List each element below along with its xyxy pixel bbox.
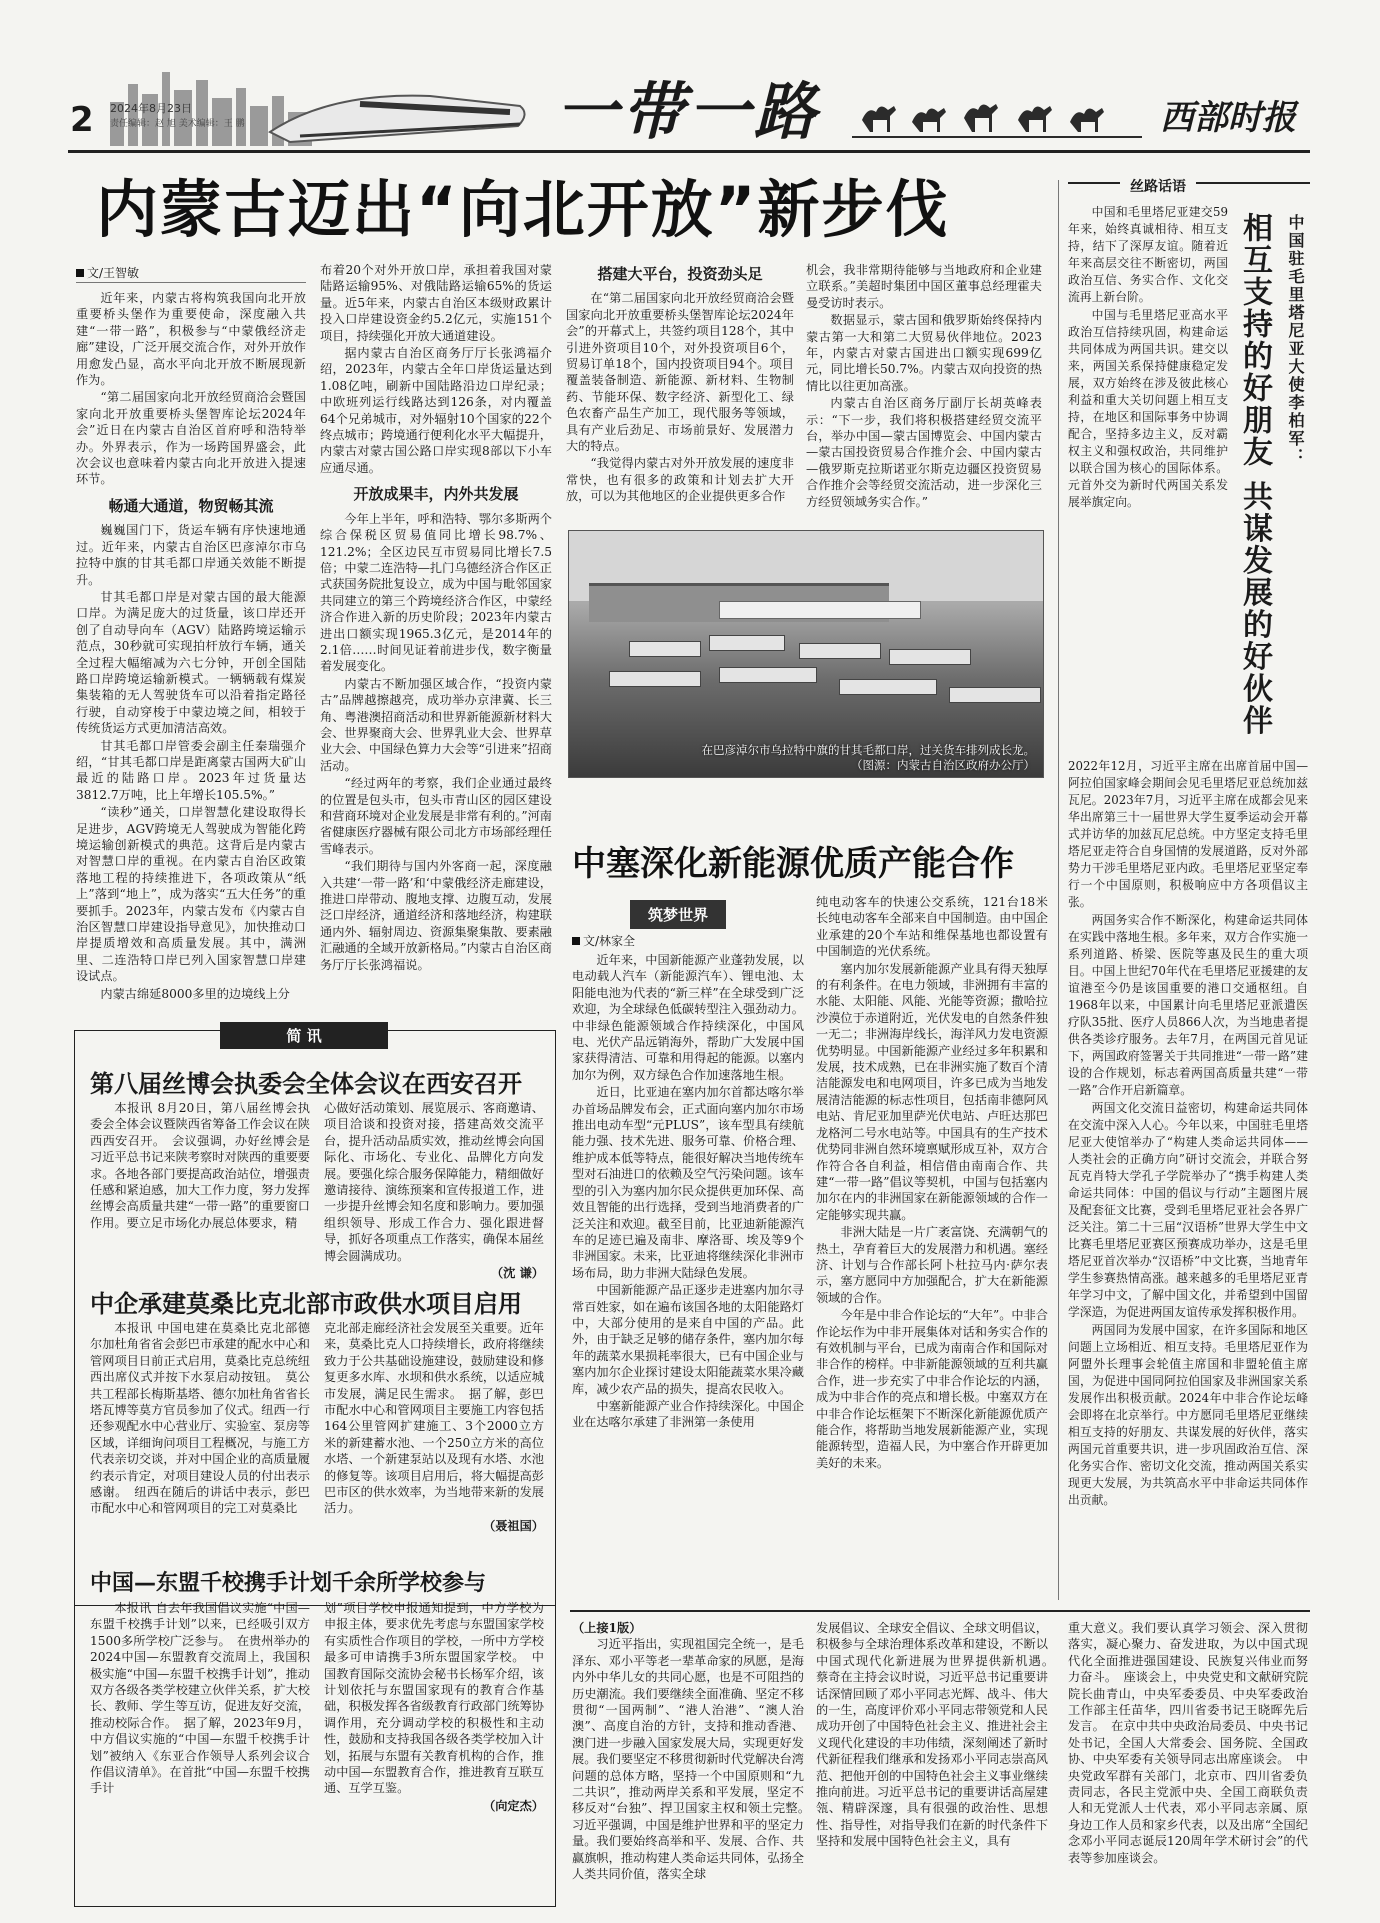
truck bbox=[839, 679, 937, 695]
paragraph: 巍巍国门下，货运车辆有序快速地通过。近年来，内蒙古自治区巴彦淖尔市乌拉特中旗的甘其毛都口岸通关效能不断提升。 bbox=[76, 523, 306, 587]
brief-signature: （聂祖国） bbox=[483, 1518, 544, 1533]
truck bbox=[799, 643, 881, 659]
brief-mozambique-col2 bbox=[324, 1320, 544, 1560]
paragraph: 本报讯 自去年我国倡议实施“中国—东盟千校携手计划”以来，已经吸引双方1500多所学校广泛参与。 在贵州举办的2024中国—东盟教育交流周上，我国积极实施“中国—东盟千校携手计划”，推动双方各级各类学校建立伙伴关系，扩大校长、教师、学生等互访，促进友好交流，推动校际合作。 据了解，2023年9月，中方倡议实施的“中国—东盟千校携手计划”被纳入《东亚合作领导人系列会议合作倡议清单》。在首批“中国—东盟千校携手计 bbox=[90, 1601, 310, 1796]
energy-col1 bbox=[572, 952, 804, 1598]
paragraph: 重大意义。我们要认真学习领会、深入贯彻落实，凝心聚力、奋发进取，为以中国式现代化全面推进强国建设、民族复兴伟业而努力奋斗。 座谈会上，中央党史和文献研究院院长曲青山，中央军委委员、中央军委政治工作部主任苗华，四川省委书记王晓晖先后发言。 在京中共中央政治局委员、中央书记处书记，全国人大常委会、国务院、全国政协、中央军委有关领导同志出席座谈会。 中央党政军群有关部门，北京市、四川省委负责同志，各民主党派中央、全国工商联负责人和无党派人士代表，邓小平同志亲属、原身边工作人员和家乡代表，以及出席“全国纪念邓小平同志诞辰120周年学术研讨会”的代表等参加座谈会。 bbox=[1068, 1621, 1308, 1865]
paragraph: 中塞新能源产业合作持续深化。中国企业在达喀尔承建了非洲第一条使用 bbox=[572, 1398, 804, 1430]
lower-section-rule bbox=[570, 1610, 1310, 1612]
paragraph: “第二届国家向北开放经贸商洽会暨国家向北开放重要桥头堡智库论坛2024年会”近日在内蒙古自治区首府呼和浩特举办。外界表示，作为一场跨国界盛会，此次会议也意味着内蒙古向北开放进入提速环节。 bbox=[76, 390, 306, 487]
date-line: 2024年8月23日 bbox=[110, 102, 192, 115]
paragraph: 中国与毛里塔尼亚高水平政治互信持续巩固，构建命运共同体成为两国共识。建交以来，两国关系保持健康稳定发展，双方始终在涉及彼此核心利益和重大关切问题上相互支持，在地区和国际事务中协调配合，坚持多边主义，反对霸权主义和强权政治，共同维护以联合国为核心的国际体系。元首外交为新时代两国关系发展举旗定向。 bbox=[1068, 308, 1228, 509]
energy-headline: 中塞深化新能源优质产能合作 bbox=[572, 844, 1014, 884]
paragraph: 近日，比亚迪在塞内加尔首都达喀尔举办首场品牌发布会，正式面向塞内加尔市场推出电动车型“元PLUS”，该车型具有续航能力强、技术先进、服务可靠、价格合理、维护成本低等特点，能很好解决当地传统车型对石油进口的依赖及空气污染问题。该车型的引入为塞内加尔民众提供更加环保、高效且智能的出行选择，受到当地消费者的广泛关注和欢迎。截至目前，比亚迪新能源汽车的足迹已遍及南非、摩洛哥、埃及等9个非洲国家。未来，比亚迪将继续深化非洲市场布局，助力非洲大陆绿色发展。 bbox=[572, 1085, 804, 1280]
paragraph: 非洲大陆是一片广袤富饶、充满朝气的热土，孕育着巨大的发展潜力和机遇。塞经济、计划与合作部长阿卜杜拉马内·萨尔表示，塞方愿同中方加强配合，扩大在新能源领域的合作。 bbox=[816, 1225, 1048, 1305]
brief-signature: （向定杰） bbox=[483, 1798, 544, 1813]
paragraph: 近年来，内蒙古将构筑我国向北开放重要桥头堡作为重要使命，深度融入共建“一带一路”，积极参与“中蒙俄经济走廊”建设，广泛开展交流合作，对外开放作用愈发凸显，高水平向北开放不断展现新作为。 bbox=[76, 291, 306, 388]
paragraph: 今年是中非合作论坛的“大年”。中非合作论坛作为中非开展集体对话和务实合作的有效机制与平台，已成为南南合作和国际对非合作的榜样。中非新能源领域的互利共赢合作，进一步充实了中非合作论坛的内涵，成为中非合作的亮点和增长极。中塞双方在中非合作论坛框架下不断深化新能源优质产能合作，将帮助当地发展新能源产业，实现能源转型，造福人民，为中塞合作开辟更加美好的未来。 bbox=[816, 1308, 1048, 1470]
paragraph: 内蒙古绵延8000多里的边境线上分 bbox=[100, 986, 290, 1001]
main-story-col4 bbox=[806, 262, 1042, 524]
paragraph: 两国同为发展中国家，在许多国际和地区问题上立场相近、相互支持。毛里塔尼亚作为阿盟外长理事会轮值主席国和非盟轮值主席国，为促进中国同阿拉伯国家及非洲国家关系发展作出积极贡献。2024年中非合作论坛峰会即将在北京举行。中方愿同毛里塔尼亚继续相互支持的好朋友、共谋发展的好伙伴，落实两国元首重要共识，进一步巩固政治互信、深化务实合作、密切文化交流，推动两国关系实现更大发展，为共筑高水平中非命运共同体作出贡献。 bbox=[1068, 1323, 1308, 1507]
paragraph: 划”项目学校申报通知提到，中方学校为申报主体，要求优先考虑与东盟国家学校有实质性合作项目的学校，一所中方学校最多可申请携手3所东盟国家学校。 中国教育国际交流协会秘书长杨军介绍，该计划依托与东盟国家现有的教育合作基础，积极发挥各省级教育行政部门统筹协调作用，充分调动学校的积极性和主动性，鼓励和支持我国各级各类学校加入计划，拓展与东盟有关教育机构的合作，推动中国—东盟教育合作，推进教育互联互通、互学互鉴。 bbox=[324, 1601, 544, 1796]
paper-name: 西部时报 bbox=[1160, 98, 1296, 138]
paragraph: 发展倡议、全球安全倡议、全球文明倡议，积极参与全球治理体系改革和建设，不断以中国式现代化新进展为世界提供新机遇。 蔡奇在主持会议时说，习近平总书记重要讲话深情回顾了邓小平同志光辉、战斗、伟大的一生，高度评价邓小平同志带领党和人民成功开创了中国特色社会主义、推进社会主义现代化建设的丰功伟绩，深刻阐述了新时代新征程我们继承和发扬邓小平同志崇高风范、把他开创的中国特色社会主义事业继续推向前进。习近平总书记的重要讲话高屋建瓴、精辟深邃，具有很强的政治性、思想性、指导性，对指导我们在新的时代条件下坚持和发展中国特色社会主义，具有 bbox=[816, 1621, 1061, 1849]
paragraph: 据内蒙古自治区商务厅厅长张鸿福介绍，2023年，内蒙古全年口岸货运量达到1.08亿吨，刷新中国陆路沿边口岸纪录；中欧班列运行线路达到126条，对内覆盖64个兄弟城市，对外辐射10个国家的22个终点城市；跨境通行便利化水平大幅提升，内蒙古对蒙古国公路口岸实现8部以下小车应通尽通。 bbox=[320, 346, 552, 475]
paragraph: 在“第二届国家向北开放经贸商洽会暨国家向北开放重要桥头堡智库论坛2024年会”的开幕式上，共签约项目128个，其中引进外资项目10个，对外投资项目6个，贸易订单18个，国内投资项目94个。项目覆盖装备制造、新能源、新材料、生物制药、节能环保、数字经济、新型化工、绿色农畜产品生产加工，现代服务等领域，具有产业后劲足、市场前景好、发展潜力大的特点。 bbox=[566, 291, 794, 454]
brief-silk-expo-col1 bbox=[90, 1100, 310, 1270]
truck bbox=[609, 671, 701, 687]
energy-byline-text: 文/林家全 bbox=[583, 934, 636, 948]
paragraph: 内蒙古自治区商务厅副厅长胡英峰表示：“下一步，我们将积极搭建经贸交流平台，举办中国—蒙古国博览会、中国内蒙古—蒙古国投资贸易合作推介会、中国内蒙古—俄罗斯克拉斯诺亚尔斯克边疆区投资贸易合作推介会等经贸交流活动，进一步深化三方经贸领域务实合作。” bbox=[806, 396, 1042, 509]
continued-col2 bbox=[816, 1620, 1061, 1904]
sidebar-intro bbox=[1068, 204, 1228, 758]
paragraph: 今年上半年，呼和浩特、鄂尔多斯两个综合保税区贸易值同比增长98.7%、121.2%；全区边民互市贸易同比增长7.5倍；中蒙二连浩特—扎门乌德经济合作区正式获国务院批复设立，成为中国与毗邻国家共同建立的第三个跨境经济合作区，中蒙经济合作进入新的历史阶段；2023年内蒙古进出口额实现1965.3亿元，是2014年的2.1倍……时间见证着前进步伐，数字衡量着发展变化。 bbox=[320, 511, 552, 674]
paragraph: 两国文化交流日益密切，构建命运共同体在交流中深入人心。今年以来，中国驻毛里塔尼亚大使馆举办了“构建人类命运共同体——人类社会的正确方向”研讨交流会，并联合努瓦克肖特大学孔子学院举办了“携手构建人类命运共同体：中国的倡议与行动”主题图片展及配套征文比赛，受到毛里塔尼亚社会各界广泛关注。第二十三届“汉语桥”世界大学生中文比赛毛里塔尼亚赛区预赛成功举办，这是毛里塔尼亚首次举办“汉语桥”中文比赛，当地青年学生参赛热情高涨。越来越多的毛里塔尼亚青年学习中文，了解中国文化，并希望到中国留学深造，为促进两国友谊传承发挥积极作用。 bbox=[1068, 1101, 1308, 1319]
brief-title-asean: 中国—东盟千校携手计划千余所学校参与 bbox=[90, 1571, 487, 1596]
paragraph: 本报讯 8月20日，第八届丝博会执委会全体会议暨陕西省筹备工作会议在陕西西安召开。 会议强调，办好丝博会是习近平总书记来陕考察时对陕西的重要要求。各地各部门要提高政治站位，增强责任感和紧迫感，加大工作力度，努力发挥丝博会高质量共建“一带一路”的重要窗口作用。要立足市场化办展总体要求，精 bbox=[90, 1101, 310, 1230]
briefs-label: 简 讯 bbox=[220, 1022, 388, 1049]
briefs-box-lower bbox=[74, 1604, 556, 1907]
editor-line: 责任编辑：赵 旭 美术编辑：王 鹏 bbox=[110, 119, 245, 129]
continued-label: （上接1版） bbox=[572, 1621, 642, 1635]
paragraph: “我们期待与国内外客商一起，深度融入共建‘一带一路’和‘中蒙俄经济走廊建设，推进口岸带动、腹地支撑、边腹互动，发展泛口岸经济，通道经济和落地经济，构建联通内外、辐射周边、资源集聚集散、要素融汇融通的全域开放新格局。”内蒙古自治区商务厅厅长张鸿福说。 bbox=[320, 859, 552, 972]
main-story-col3 bbox=[566, 262, 794, 524]
paragraph: “我觉得内蒙古对外开放发展的速度非常快，也有很多的政策和计划去扩大开放，可以为其他地区的企业提供更多合作 bbox=[566, 456, 794, 504]
byline-square-icon bbox=[76, 269, 84, 277]
paragraph: 纯电动客车的快速公交系统，121台18米长纯电动客车全部来自中国制造。由中国企业承建的20个车站和维保基地也都设置有中国制造的光伏系统。 bbox=[816, 895, 1048, 959]
subheading-channel: 畅通大通道，物贸畅其流 bbox=[108, 496, 274, 515]
brief-silk-expo-col2 bbox=[324, 1100, 544, 1281]
brief-title-silk-expo: 第八届丝博会执委会全体会议在西安召开 bbox=[90, 1070, 522, 1098]
energy-col2 bbox=[816, 894, 1048, 1598]
port-trucks-photo bbox=[568, 530, 1044, 778]
paragraph: 甘其毛都口岸管委会副主任秦瑞强介绍，“甘其毛都口岸是距离蒙古国两大矿山最近的陆路口岸。2023年过货量达3812.7万吨，比上年增长105.5%。” bbox=[76, 738, 306, 802]
paragraph: 甘其毛都口岸是对蒙古国的最大能源口岸。为满足庞大的过货量，该口岸还开创了自动导向车（AGV）陆路跨境运输示范点，30秒就可实现拍杆放行车辆，通关全过程大幅缩减为六七分钟，开创全国陆路口岸跨境运输新模式。一辆辆载有煤炭集装箱的无人驾驶货车可以沿着指定路径行驶，自动穿梭于中蒙边境之间，相较于传统货运方式更加清洁高效。 bbox=[76, 589, 306, 736]
subheading-results: 开放成果丰，内外共发展 bbox=[353, 485, 519, 504]
byline-rule bbox=[76, 282, 306, 283]
paragraph: “经过两年的考察，我们企业通过最终的位置是包头市，包头市青山区的园区建设和营商环境对企业发展是非常有利的。”河南省健康医疗器械有限公司北方市场部经理任雪峰表示。 bbox=[320, 776, 552, 856]
energy-column-tag: 筑梦世界 bbox=[630, 900, 726, 929]
photo-caption-line1: 在巴彦淖尔市乌拉特中旗的甘其毛都口岸，过关货车排列成长龙。 bbox=[701, 743, 1035, 757]
paragraph: 中国新能源产品正逐步走进塞内加尔寻常百姓家，如在遍布该国各地的太阳能路灯中，大部分使用的是来自中国的产品。此外，由于缺乏足够的储存条件，塞内加尔每年的蔬菜水果损耗率很大，已有中国企业与塞内加尔企业探讨建设太阳能蔬菜水果冷藏库，减少农产品的损失，提高农民收入。 bbox=[572, 1283, 804, 1396]
subheading-platform: 搭建大平台，投资劲头足 bbox=[597, 265, 763, 283]
main-story-col1 bbox=[76, 290, 306, 1001]
paragraph: 塞内加尔发展新能源产业具有得天独厚的有利条件。在电力领域，非洲拥有丰富的水能、太阳能、风能、光能等资源；撒哈拉沙漠位于赤道附近，光伏发电的自然条件独一无二；非洲海岸线长，海洋风力发电资源优势明显。中国新能源产业经过多年积累和发展，技术成熟，已在非洲实施了数百个清洁能源发电和电网项目，许多已成为当地发展清洁能源的标志性项目，包括南非德阿风电站、肯尼亚加里萨光伏电站、卢旺达那巴龙格河二号水电站等。中国具有的生产技术优势同非洲自然环境禀赋形成互补，双方合作符合各自利益，相信借由南南合作、共建“一带一路”倡议等契机，中国与包括塞内加尔在内的非洲国家在新能源领域的合作一定能够实现共赢。 bbox=[816, 961, 1048, 1222]
truck bbox=[949, 687, 1041, 703]
truck bbox=[719, 667, 817, 683]
paragraph: 心做好活动策划、展览展示、客商邀请、项目洽谈和投资对接，搭建高效交流平台，提升活动品质实效，推动丝博会向国际化、市场化、专业化、品牌化方向发展。要强化综合服务保障能力，精细做好邀请接待、演练预案和宣传报道工作，进一步提升丝博会知名度和影响力。要加强组织领导、形成工作合力、强化跟进督导，抓好各项重点工作落实，确保本届丝博会圆满成功。 bbox=[324, 1101, 544, 1263]
paragraph: “读秒”通关，口岸智慧化建设取得长足进步，AGV跨境无人驾驶成为智能化跨境运输创新模式的典范。这背后是内蒙古对智慧口岸的重视。在内蒙古自治区政策落地工程的持续推进下，各项政策从“纸上”落到“地上”，成为落实“五大任务”的重要抓手。2023年，内蒙古发布《内蒙古自治区智慧口岸建设指导意见》，加快推动口岸提质增效和高质量发展。其中，满洲里、二连浩特口岸已列入国家智慧口岸建设试点。 bbox=[76, 805, 306, 984]
continued-col1 bbox=[572, 1620, 817, 1904]
paragraph: 数据显示，蒙古国和俄罗斯始终保持内蒙古第一大和第二大贸易伙伴地位。2023年，内蒙古对蒙古国进出口额实现699亿元，同比增长50.7%。内蒙古双向投资的热情比以往更加高涨。 bbox=[806, 313, 1042, 393]
truck bbox=[889, 649, 971, 665]
main-headline: 内蒙古迈出“向北开放”新步伐 bbox=[96, 173, 950, 246]
paragraph: 克北部走廊经济社会发展至关重要。近年来，莫桑比克人口持续增长，政府将继续致力于公共基础设施建设，鼓励建设和修复更多水库、水坝和供水系统，以适应城市发展，满足民生需求。 据了解，彭巴市配水中心和管网项目主要施工内容包括164公里管网扩建施工、3个2000立方米的新建蓄水池、一个250立方米的高位水塔、一个新建泵站以及现有水塔、水池的修复等。该项目启用后，将大幅提高彭巴市区的供水效率，为当地带来新的发展活力。 bbox=[324, 1321, 544, 1516]
main-story-col2 bbox=[320, 262, 552, 972]
energy-byline bbox=[572, 932, 635, 949]
paragraph: 两国务实合作不断深化，构建命运共同体在实践中落地生根。多年来，双方合作实施一系列道路、桥梁、医院等惠及民生的重大项目。中国上世纪70年代在毛里塔尼亚援建的友谊港至今仍是该国重要的港口交通枢纽。自1968年以来，中国累计向毛里塔尼亚派遣医疗队35批、医疗人员866人次，为当地患者提供各类诊疗服务。去年7月，在两国元首见证下，两国政府签署关于共同推进“一带一路”建设的合作规划，标志着两国高质量共建“一带一路”合作开启新篇章。 bbox=[1068, 913, 1308, 1097]
byline-square-icon bbox=[572, 937, 580, 945]
sidebar-section-label: 丝路话语 bbox=[1120, 176, 1196, 196]
sidebar-subtitle: 中国驻毛里塔尼亚大使李柏军： bbox=[1286, 214, 1305, 466]
main-byline bbox=[76, 264, 139, 281]
paragraph: 近年来，中国新能源产业蓬勃发展，以电动载人汽车（新能源汽车）、锂电池、太阳能电池为代表的“新三样”在全球受到广泛欢迎，为全球绿色低碳转型注入强劲动力。中非绿色能源领域合作持续深化，中国风电、光伏产品远销海外，帮助广大发展中国家获得清洁、可靠和用得起的能源。以塞内加尔为例，双方绿色合作加速落地生根。 bbox=[572, 953, 804, 1082]
photo-gate bbox=[719, 601, 921, 619]
continued-col3 bbox=[1068, 1620, 1308, 1904]
brief-title-mozambique: 中企承建莫桑比克北部市政供水项目启用 bbox=[90, 1290, 522, 1318]
paragraph: 布着20个对外开放口岸，承担着我国对蒙陆路运输95%、对俄陆路运输65%的货运量。近5年来，内蒙古自治区本级财政累计投入口岸建设资金约5.2亿元，实施151个项目，持续强化开放大通道建设。 bbox=[320, 263, 552, 343]
paragraph: 内蒙古不断加强区域合作，“投资内蒙古”品牌越擦越亮，成功举办京津冀、长三角、粤港澳招商活动和世界新能源新材料大会、世界聚商大会、世界乳业大会、世界草业大会、中国绿色算力大会等“引进来”招商活动。 bbox=[320, 676, 552, 773]
paragraph: 机会，我非常期待能够与当地政府和企业建立联系。”美超时集团中国区董事总经理霍夫曼受访时表示。 bbox=[806, 263, 1042, 310]
paragraph: 2022年12月，习近平主席在出席首届中国—阿拉伯国家峰会期间会见毛里塔尼亚总统加兹瓦尼。2023年7月，习近平主席在成都会见来华出席第三十一届世界大学生夏季运动会开幕式并访华的加兹瓦尼总统。中方坚定支持毛里塔尼亚走符合自身国情的发展道路，反对外部势力干涉毛里塔尼亚内政。毛里塔尼亚坚定奉行一个中国原则，积极响应中方各项倡议主张。 bbox=[1068, 759, 1308, 909]
paragraph: 习近平指出，实现祖国完全统一，是毛泽东、邓小平等老一辈革命家的夙愿，是海内外中华儿女的共同心愿，也是不可阻挡的历史潮流。我们要继续全面准确、坚定不移贯彻“一国两制”、“港人治港”、“澳人治澳”、高度自治的方针，支持和推动香港、澳门进一步融入国家发展大局，实现更好发展。我们要坚定不移贯彻新时代党解决台湾问题的总体方略，坚持一个中国原则和“九二共识”，推动两岸关系和平发展，坚定不移反对“台独”、捍卫国家主权和领土完整。 习近平强调，中国是维护世界和平的坚定力量。我们要始终高举和平、发展、合作、共赢旗帜，推动构建人类命运共同体，弘扬全人类共同价值，落实全球 bbox=[572, 1637, 817, 1882]
brief-signature: （沈 谦） bbox=[491, 1266, 544, 1281]
brief-mozambique-col1 bbox=[90, 1320, 310, 1560]
truck bbox=[629, 641, 701, 657]
paragraph: 本报讯 中国电建在莫桑比克北部德尔加杜角省省会彭巴市承建的配水中心和管网项目日前正式启用，莫桑比克总统纽西出席仪式并按下水泵启动按钮。 莫公共工程部长梅斯基塔、德尔加杜角省省长塔瓦博等莫方官员参加了仪式。纽西一行还参观配水中心营业厅、实验室、泵房等区域，详细询问项目工程概况，与施工方代表亲切交谈，并对中国企业的高质量履约表示肯定，对项目建设人员的付出表示感谢。 纽西在随后的讲话中表示，彭巴市配水中心和管网项目的完工对莫桑比 bbox=[90, 1321, 310, 1516]
page-number: 2 bbox=[70, 100, 94, 140]
sidebar-divider bbox=[1058, 180, 1059, 1600]
truck bbox=[709, 635, 785, 651]
column-title: 一带一路 bbox=[556, 75, 821, 148]
sidebar-title: 相互支持的好朋友 共谋发展的好伙伴 bbox=[1237, 212, 1272, 737]
photo-caption bbox=[702, 743, 1036, 773]
main-byline-text: 文/王智敏 bbox=[87, 266, 140, 280]
photo-caption-line2: （图源：内蒙古自治区政府办公厅） bbox=[851, 758, 1035, 772]
masthead-rule bbox=[68, 150, 1310, 153]
sidebar-body bbox=[1068, 758, 1308, 1598]
camel-caravan-banner bbox=[852, 80, 1142, 138]
paragraph: 中国和毛里塔尼亚建交59年来，始终真诚相待、相互支持，结下了深厚友谊。随着近年来高层交往不断密切，两国政治互信、务实合作、文化交流再上新台阶。 bbox=[1068, 205, 1228, 304]
masthead bbox=[0, 0, 1380, 148]
